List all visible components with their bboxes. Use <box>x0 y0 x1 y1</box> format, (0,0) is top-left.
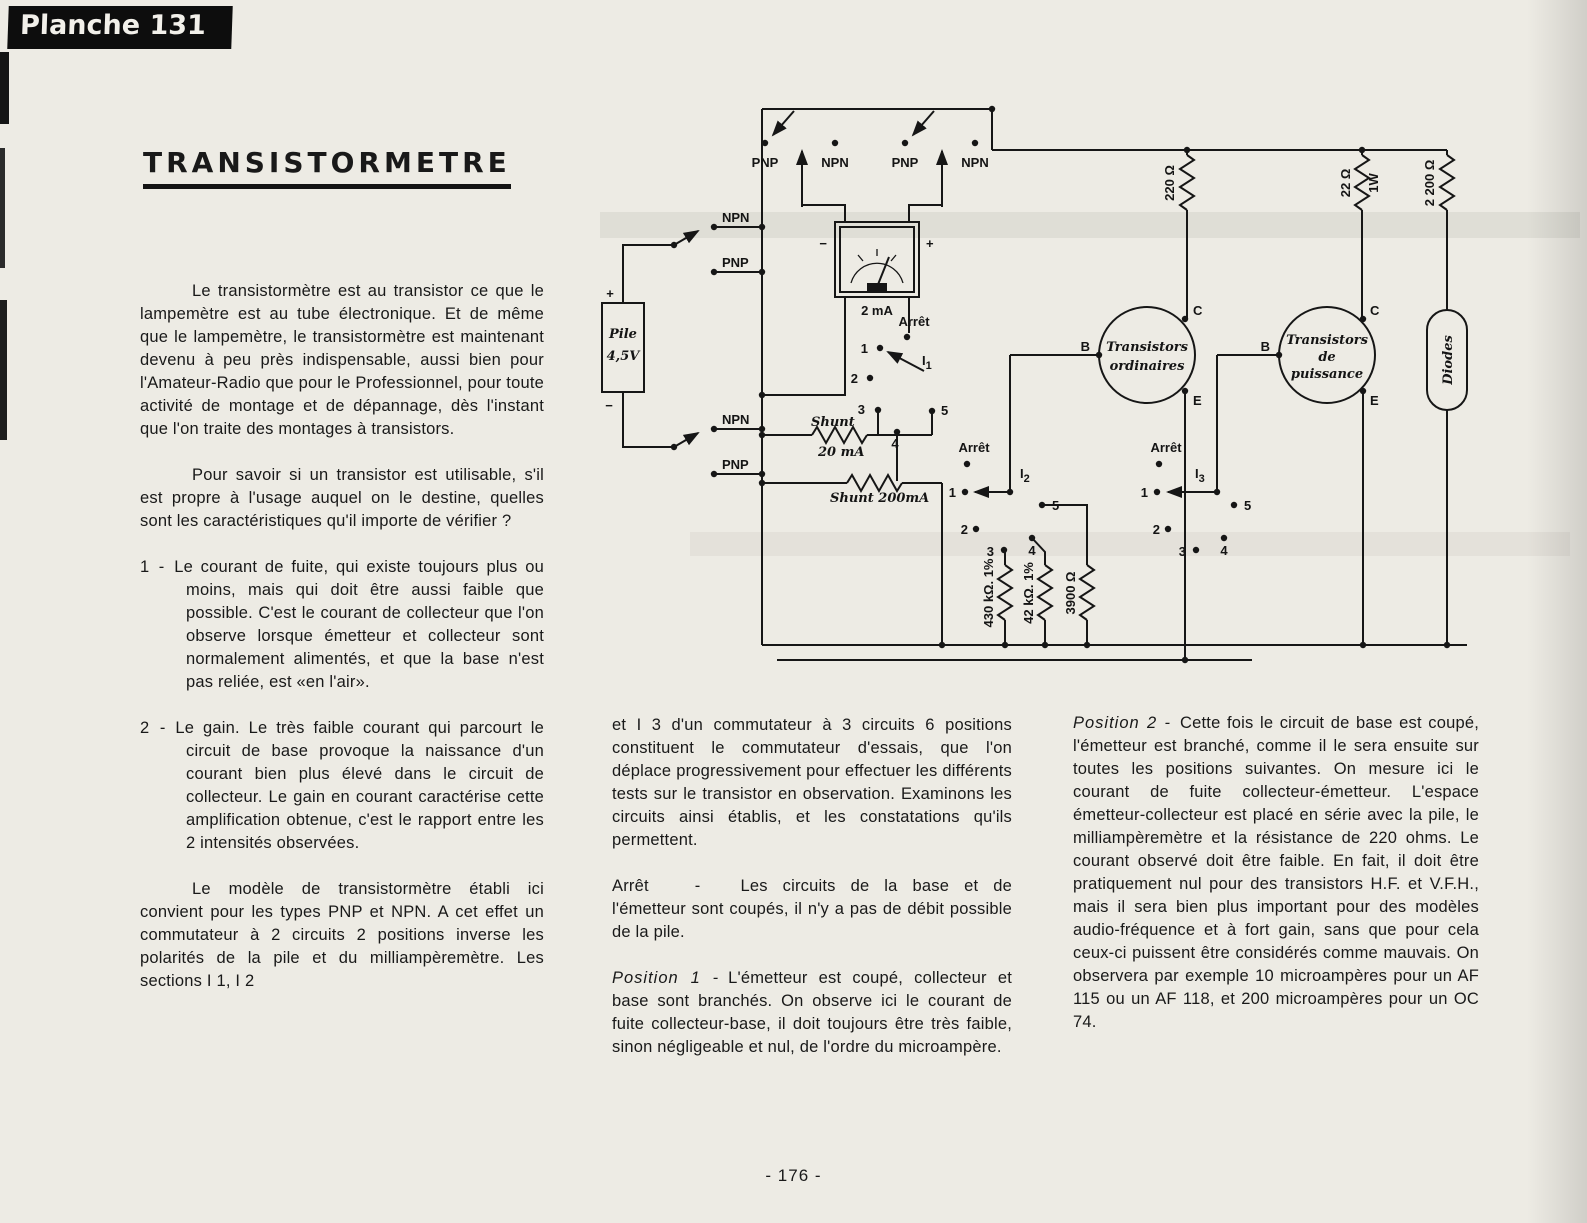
terminal-b: B <box>1260 339 1270 354</box>
polarity-label: PNP <box>722 457 749 472</box>
resistor-label-430k: 430 kΩ. 1% <box>981 558 996 628</box>
resistor-label-3900: 3900 Ω <box>1063 571 1078 615</box>
socket-label: Transistors <box>1286 333 1368 348</box>
scan-edge-mark <box>0 52 9 124</box>
shunt-resistors <box>811 415 929 506</box>
list-item-text: Le courant de fuite, qui existe toujours plus ou moins, mais qui doit être aussi faible que possible. C'est le courant de collecteur que l'on observe lorsque émetteur et collecteur sont normalement alimentés, et que la base n'est pas reliée, est «en l'air». <box>174 558 544 691</box>
position-label: 4 <box>891 436 899 451</box>
position-label: 3 <box>1178 544 1186 559</box>
scan-edge-mark <box>0 300 7 440</box>
switch-name: $I_1$ <box>922 353 932 372</box>
list-item-2 <box>140 717 544 855</box>
paragraph-model: Le modèle de transistormètre établi ici convient pour les types PNP et NPN. A cet effet un commutateur à 2 circuits 2 positions inverse les polarités de la pile et du milliampèremètre. Les sections I 1, I 2 <box>140 880 544 990</box>
position-label: 5 <box>941 403 949 418</box>
arret-label: Arrêt <box>1150 440 1182 455</box>
top-resistors <box>1162 160 1437 207</box>
shunt1-value: 20 mA <box>818 445 865 460</box>
shunt2-label: Shunt 200mA <box>830 491 930 506</box>
position-label: 2 <box>1152 522 1160 537</box>
page-number: - 176 - <box>765 1166 822 1185</box>
battery-minus-label: − <box>605 398 613 413</box>
position-label: 1 <box>1140 485 1148 500</box>
battery-voltage: 4,5V <box>606 349 640 364</box>
position-label: 5 <box>1244 498 1252 513</box>
terminal-e: E <box>1193 393 1202 408</box>
polarity-switch-left <box>722 210 749 472</box>
position-label: 4 <box>1028 543 1036 558</box>
polarity-label: PNP <box>722 255 749 270</box>
terminal-c: C <box>1193 303 1203 318</box>
socket-label: Transistors <box>1106 340 1188 355</box>
schematic-diagram <box>562 95 1572 710</box>
position-2-paragraph <box>1073 712 1479 1034</box>
rotary-switch-i2 <box>949 440 1059 559</box>
resistor-label-22: 22 Ω <box>1338 168 1353 198</box>
position-2-text: Cette fois le circuit de base est coupé, l'émetteur est branché, comme il le sera ensuite sur toutes les positions suivantes. On mesure ici le courant de fuite collecteur-émetteur. L'espace émetteur-collecteur est placé en série avec la pile, le milliampèremètre et la résistance de 220 ohms. Le courant observé doit être faible. En fait, il doit être pratiquement nul pour des transistors H.F. et V.F.H., mais il sera bien plus important pour des modèles audio-fréquence et à fort gain, sans que pour cela ceux-ci puissent être considérés comme mauvais. On observera par exemple 10 microampères pour un AF 115 ou un AF 118, et 200 microampères pour un OC 74. <box>1073 714 1479 1031</box>
polarity-label: NPN <box>722 210 750 225</box>
switch-name: $I_3$ <box>1195 466 1205 485</box>
polarity-label: PNP <box>891 155 919 170</box>
arret-text: Les circuits de la base et de l'émetteur sont coupés, il n'y a pas de débit possible de la pile. <box>612 877 1012 941</box>
resistor-bank <box>981 558 1078 627</box>
socket-label: puissance <box>1290 367 1364 382</box>
page-title: TRANSISTORMETRE <box>143 146 511 189</box>
diodes-socket <box>1427 310 1467 410</box>
battery-name: Pile <box>609 327 637 342</box>
position-label: 2 <box>960 522 968 537</box>
meter-minus-label: − <box>819 236 827 251</box>
paragraph-commutateur: et I 3 d'un commutateur à 3 circuits 6 positions constituent le commutateur d'essais, que l'on déplace progressivement pour effectuer les différents tests sur le transistor en observation. Examinons les circuits ainsi établis, et les constatations qu'ils permettent. <box>612 716 1012 849</box>
position-1-lead: Position 1 - <box>612 969 720 987</box>
position-label: 2 <box>850 371 858 386</box>
position-2-lead: Position 2 - <box>1073 714 1172 732</box>
list-item-number: 1 - <box>140 558 166 576</box>
battery-plus-label: + <box>606 286 614 301</box>
terminal-b: B <box>1080 339 1090 354</box>
polarity-label: NPN <box>961 155 989 170</box>
diodes-label: Diodes <box>1441 335 1456 385</box>
position-1-paragraph <box>612 967 1012 1059</box>
polarity-label: NPN <box>821 155 849 170</box>
socket-label: ordinaires <box>1109 359 1185 374</box>
arret-label: Arrêt <box>958 440 990 455</box>
resistor-label-2200: 2 200 Ω <box>1422 159 1437 207</box>
list-item-1 <box>140 556 544 694</box>
switch-name: $I_2$ <box>1020 466 1030 485</box>
position-label: 1 <box>948 485 956 500</box>
junction-dots <box>671 106 1450 663</box>
shunt1-label: Shunt <box>811 415 855 430</box>
plate-badge: Planche 131 <box>7 6 232 49</box>
terminal-e: E <box>1370 393 1379 408</box>
right-column <box>1073 712 1479 1057</box>
polarity-switch-top <box>752 155 989 170</box>
left-column <box>140 280 544 1016</box>
arret-paragraph <box>612 875 1012 944</box>
milliammeter <box>819 222 934 318</box>
list-item-text: Le gain. Le très faible courant qui parcourt le circuit de base provoque la naissance d'un courant bien plus élevé dans le circuit de collecteur. Le gain en courant caractérise cette amplification obtenue, c'est le rapport entre les 2 intensités observées. <box>175 719 545 852</box>
meter-needle <box>877 257 889 287</box>
meter-range-label: 2 mA <box>861 303 893 318</box>
list-item-number: 2 - <box>140 719 167 737</box>
position-label: 5 <box>1052 498 1060 513</box>
position-label: 3 <box>857 402 865 417</box>
arret-dash: - <box>694 877 701 895</box>
middle-column <box>612 714 1012 1082</box>
rotary-switch-i3 <box>1141 440 1251 559</box>
polarity-label: PNP <box>751 155 779 170</box>
arret-lead: Arrêt <box>612 877 649 895</box>
socket-label: de <box>1318 350 1336 365</box>
scan-edge-mark <box>0 148 5 268</box>
meter-plus-label: + <box>926 236 934 251</box>
position-1-text: L'émetteur est coupé, collecteur et base sont branchés. On observe ici le courant de fuite collecteur-base, il doit toujours être très faible, sinon négligeable et nul, de l'ordre du microampère. <box>612 969 1012 1056</box>
position-label: 4 <box>1220 543 1228 558</box>
resistor-label-42k: 42 kΩ. 1% <box>1021 562 1036 624</box>
terminal-c: C <box>1370 303 1380 318</box>
position-label: 3 <box>986 544 994 559</box>
arret-label: Arrêt <box>898 314 930 329</box>
paragraph-intro: Le transistormètre est au transistor ce que le lampemètre est au tube électronique. Et de même que le lampemètre, le transistormètre est maintenant devenu à peu près indispensable, aussi bien pour l'Amateur-Radio que pour le Professionnel, pour toute activité de montage et de dépannage, dès l'instant que l'on traite des montages à transistors. <box>140 282 544 438</box>
polarity-label: NPN <box>722 412 750 427</box>
paragraph-question: Pour savoir si un transistor est utilisable, s'il est propre à l'usage auquel on le destine, quelles sont les caractéristiques qu'il importe de vérifier ? <box>140 466 544 530</box>
position-label: 1 <box>860 341 868 356</box>
resistor-label-220: 220 Ω <box>1162 165 1177 201</box>
resistor-label-1w: 1W <box>1366 173 1381 193</box>
